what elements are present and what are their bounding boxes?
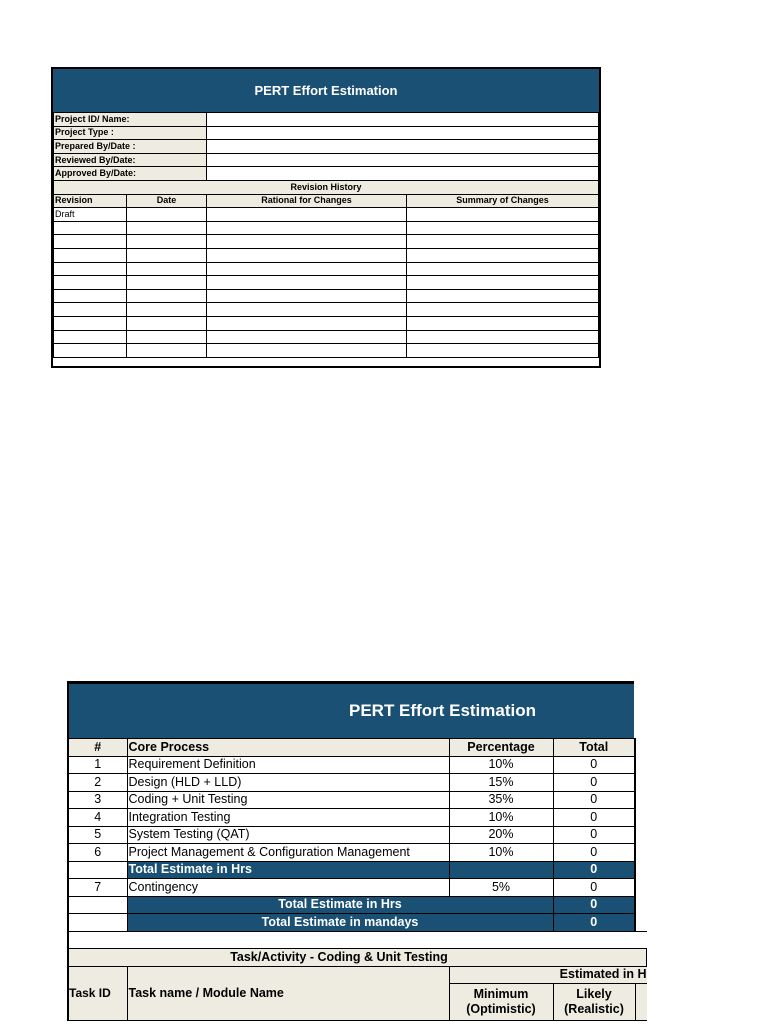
- sheet-title: PERT Effort Estimation: [53, 69, 599, 112]
- process-total[interactable]: 0: [553, 791, 635, 809]
- process-percentage[interactable]: 15%: [449, 774, 553, 792]
- revision-cell[interactable]: [207, 221, 407, 235]
- revision-cell[interactable]: [127, 344, 207, 358]
- revision-cell[interactable]: [127, 276, 207, 290]
- revision-cell[interactable]: [207, 344, 407, 358]
- field-label: Project ID/ Name:: [54, 113, 207, 127]
- col-task-name: Task name / Module Name: [127, 966, 449, 1021]
- revision-cell[interactable]: [54, 235, 127, 249]
- field-value[interactable]: [207, 153, 599, 167]
- project-field-row: [54, 153, 599, 167]
- col-total: Total: [553, 739, 635, 757]
- field-label: Project Type :: [54, 126, 207, 140]
- revision-cell[interactable]: [127, 248, 207, 262]
- col-percentage: Percentage: [449, 739, 553, 757]
- min-label-sub: (Optimistic): [466, 1002, 536, 1016]
- revision-cell[interactable]: [127, 262, 207, 276]
- process-row: [68, 809, 647, 827]
- revision-cell[interactable]: [407, 221, 599, 235]
- revision-cell[interactable]: [207, 303, 407, 317]
- revision-cell[interactable]: [54, 344, 127, 358]
- process-row: [68, 844, 647, 862]
- process-percentage[interactable]: 10%: [449, 809, 553, 827]
- revision-cell[interactable]: [207, 208, 407, 222]
- revision-cell[interactable]: [207, 330, 407, 344]
- process-percentage[interactable]: 10%: [449, 844, 553, 862]
- revision-cell[interactable]: [407, 276, 599, 290]
- revision-cell[interactable]: [207, 276, 407, 290]
- process-row: [68, 791, 647, 809]
- process-row: [68, 756, 647, 774]
- process-percentage[interactable]: 10%: [449, 756, 553, 774]
- revision-row: [54, 262, 599, 276]
- process-number: 4: [68, 809, 127, 827]
- core-process-header-row: [68, 739, 647, 757]
- revision-cell[interactable]: [407, 330, 599, 344]
- revision-row: [54, 289, 599, 303]
- total-mandays-label: Total Estimate in mandays: [127, 914, 553, 932]
- revision-cell[interactable]: [127, 289, 207, 303]
- process-number: 1: [68, 756, 127, 774]
- process-name: Integration Testing: [127, 809, 449, 827]
- field-label: Reviewed By/Date:: [54, 153, 207, 167]
- revision-cell[interactable]: [54, 262, 127, 276]
- process-total[interactable]: 0: [553, 809, 635, 827]
- revision-cell[interactable]: [207, 289, 407, 303]
- project-field-row: [54, 126, 599, 140]
- revision-cell[interactable]: [127, 303, 207, 317]
- process-total[interactable]: 0: [553, 756, 635, 774]
- revision-cell[interactable]: [54, 248, 127, 262]
- task-section-title: Task/Activity - Coding & Unit Testing: [230, 949, 448, 964]
- total-mandays-value[interactable]: 0: [553, 914, 635, 932]
- contingency-number: 7: [68, 879, 127, 897]
- estimation-sheet: [67, 681, 647, 1024]
- process-number: 3: [68, 791, 127, 809]
- process-row: [68, 826, 647, 844]
- process-percentage[interactable]: 35%: [449, 791, 553, 809]
- contingency-row: [68, 879, 647, 897]
- field-value[interactable]: [207, 126, 599, 140]
- revision-cell[interactable]: [127, 235, 207, 249]
- revision-cell[interactable]: [127, 221, 207, 235]
- revision-row: [54, 221, 599, 235]
- process-name: Requirement Definition: [127, 756, 449, 774]
- spacer-row: [68, 931, 647, 949]
- total-hrs-label: Total Estimate in Hrs: [127, 896, 553, 914]
- process-total[interactable]: 0: [553, 844, 635, 862]
- total-hrs-value[interactable]: 0: [553, 896, 635, 914]
- total-hrs-row: [68, 896, 647, 914]
- col-summary: Summary of Changes: [407, 194, 599, 208]
- revision-cell[interactable]: [54, 221, 127, 235]
- col-minimum: [449, 984, 553, 1021]
- likely-label-sub: (Realistic): [564, 1002, 624, 1016]
- project-field-row: [54, 167, 599, 181]
- revision-cell[interactable]: [407, 344, 599, 358]
- revision-cell[interactable]: [207, 262, 407, 276]
- process-number: 6: [68, 844, 127, 862]
- revision-cell[interactable]: [54, 330, 127, 344]
- revision-cell[interactable]: [127, 208, 207, 222]
- revision-cell[interactable]: [207, 248, 407, 262]
- col-date: Date: [127, 194, 207, 208]
- col-rational: Rational for Changes: [207, 194, 407, 208]
- contingency-pct[interactable]: 5%: [449, 879, 553, 897]
- revision-cell[interactable]: [54, 289, 127, 303]
- subtotal-row: [68, 861, 647, 879]
- revision-row: [54, 316, 599, 330]
- revision-cell[interactable]: [127, 330, 207, 344]
- field-value[interactable]: [207, 167, 599, 181]
- core-process-table: [67, 738, 647, 1021]
- subtotal-label: Total Estimate in Hrs: [127, 861, 449, 879]
- revision-row: [54, 276, 599, 290]
- revision-row: [54, 330, 599, 344]
- field-label: Approved By/Date:: [54, 167, 207, 181]
- process-number: 2: [68, 774, 127, 792]
- process-total[interactable]: 0: [553, 826, 635, 844]
- likely-label: Likely: [576, 987, 612, 1001]
- sheet-title: PERT Effort Estimation: [67, 681, 634, 738]
- revision-cell[interactable]: [407, 235, 599, 249]
- contingency-name: Contingency: [127, 879, 449, 897]
- revision-row: [54, 208, 599, 222]
- revision-row: [54, 344, 599, 358]
- min-label: Minimum: [473, 987, 529, 1001]
- revision-cell[interactable]: [54, 316, 127, 330]
- revision-sheet: [51, 67, 601, 368]
- col-likely: [553, 984, 635, 1021]
- total-mandays-row: [68, 914, 647, 932]
- process-name: Design (HLD + LLD): [127, 774, 449, 792]
- revision-cell[interactable]: [207, 316, 407, 330]
- contingency-total[interactable]: 0: [553, 879, 635, 897]
- project-info-table: [53, 112, 599, 358]
- revision-cell[interactable]: [54, 303, 127, 317]
- col-number: #: [68, 739, 127, 757]
- revision-cell[interactable]: [407, 303, 599, 317]
- process-name: Coding + Unit Testing: [127, 791, 449, 809]
- revision-row: [54, 248, 599, 262]
- field-value[interactable]: [207, 113, 599, 127]
- process-total[interactable]: 0: [553, 774, 635, 792]
- revision-cell[interactable]: [407, 316, 599, 330]
- col-task-id: Task ID: [68, 966, 127, 1021]
- revision-history-title: Revision History: [54, 180, 599, 194]
- field-label: Prepared By/Date :: [54, 140, 207, 154]
- project-field-row: [54, 140, 599, 154]
- revision-cell[interactable]: [407, 289, 599, 303]
- col-revision: Revision: [54, 194, 127, 208]
- revision-cell[interactable]: Draft: [54, 208, 127, 222]
- revision-row: [54, 235, 599, 249]
- col-core-process: Core Process: [127, 739, 449, 757]
- revision-cell[interactable]: [127, 316, 207, 330]
- revision-cell[interactable]: [407, 208, 599, 222]
- revision-cell[interactable]: [54, 276, 127, 290]
- process-percentage[interactable]: 20%: [449, 826, 553, 844]
- process-name: Project Management & Configuration Management: [127, 844, 449, 862]
- revision-row: [54, 303, 599, 317]
- process-row: [68, 774, 647, 792]
- revision-cell[interactable]: [207, 235, 407, 249]
- estimated-hours-label: Estimated in H: [449, 966, 647, 984]
- task-header-row-1: [68, 966, 647, 984]
- field-value[interactable]: [207, 140, 599, 154]
- revision-header-row: [54, 194, 599, 208]
- revision-cell[interactable]: [407, 262, 599, 276]
- project-field-row: [54, 113, 599, 127]
- subtotal-value[interactable]: 0: [553, 861, 635, 879]
- task-section-row: [68, 949, 647, 967]
- process-name: System Testing (QAT): [127, 826, 449, 844]
- revision-cell[interactable]: [407, 248, 599, 262]
- process-number: 5: [68, 826, 127, 844]
